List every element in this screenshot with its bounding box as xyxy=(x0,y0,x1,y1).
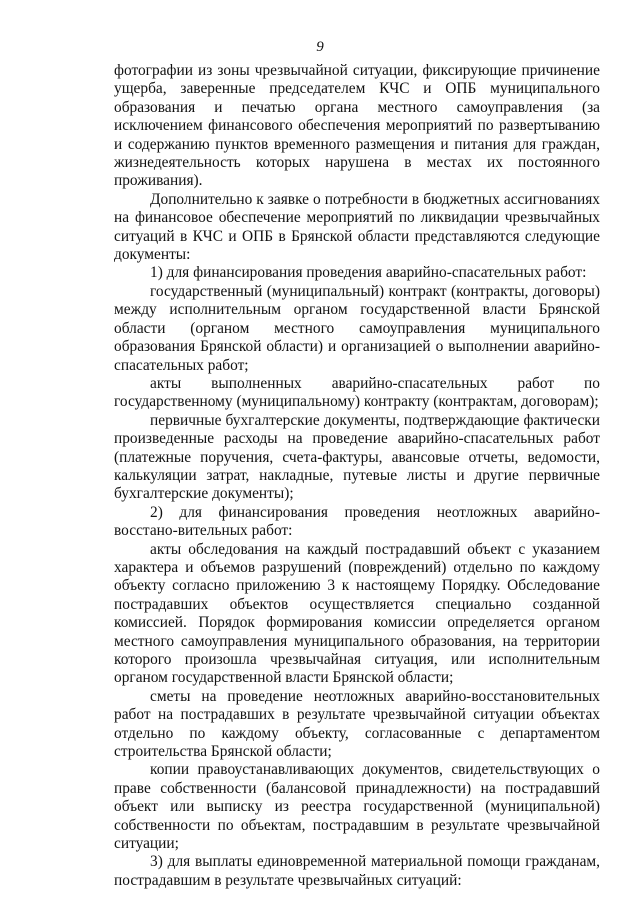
list-item-material-aid: 3) для выплаты единовременной материальной помощи гражданам, пострадавшим в результате чрезвычайных ситуаций: xyxy=(114,853,600,889)
paragraph-contract: государственный (муниципальный) контракт (контракты, договоры) между исполнительным органом государственной власти Брянской области (органом местного самоуправления муниципального образования Брянской области) и организацией о выполнении аварийно-спасательных работ; xyxy=(114,282,600,374)
paragraph-additional-documents: Дополнительно к заявке о потребности в бюджетных ассигнованиях на финансовое обеспечение мероприятий по ликвидации чрезвычайных ситуаций в КЧС и ОПБ в Брянской области представляются следующие документы: xyxy=(114,190,600,264)
document-body xyxy=(114,62,600,890)
page-number: 9 xyxy=(316,39,324,55)
paragraph-ownership-copies: копии правоустанавливающих документов, свидетельствующих о праве собственности (балансовой принадлежности) на пострадавший объект или выписку из реестра государственной (муниципальной) собственности по объектам, пострадавшим в результате чрезвычайной ситуации; xyxy=(114,761,600,853)
paragraph-estimates: сметы на проведение неотложных аварийно-восстановительных работ на пострадавших в результате чрезвычайной ситуации объектах отдельно по каждому объекту, согласованные с департаментом строительства Брянской области; xyxy=(114,687,600,761)
paragraph-accounting-documents: первичные бухгалтерские документы, подтверждающие фактически произведенные расходы на проведение аварийно-спасательных работ (платежные поручения, счета-фактуры, авансовые отчеты, ведомости, калькуляции затрат, накладные, путевые листы и другие первичные бухгалтерские документы); xyxy=(114,411,600,503)
paragraph-photos: фотографии из зоны чрезвычайной ситуации, фиксирующие причинение ущерба, заверенные председателем КЧС и ОПБ муниципального образования и печатью органа местного самоуправления (за исключением финансового обеспечения мероприятий по развертыванию и содержанию пунктов временного размещения и питания для граждан, жизнедеятельность которых нарушена в местах их постоянного проживания). xyxy=(114,62,600,190)
paragraph-inspection-acts: акты обследования на каждый пострадавший объект с указанием характера и объемов разрушений (повреждений) отдельно по каждому объекту согласно приложению 3 к настоящему Порядку. Обследование пострадавших объектов осуществляется специально созданной комиссией. Порядок формирования комиссии определяется органом местного самоуправления муниципального образования, на территории которого произошла чрезвычайная ситуация, или исполнительным органом государственной власти Брянской области; xyxy=(114,540,600,687)
paragraph-acts-completed: акты выполненных аварийно-спасательных работ по государственному (муниципальному) контракту (контрактам, договорам); xyxy=(114,374,600,411)
list-item-restoration-works: 2) для финансирования проведения неотложных аварийно-восстано-вительных работ: xyxy=(114,503,600,540)
list-item-rescue-works: 1) для финансирования проведения аварийно-спасательных работ: xyxy=(150,264,587,282)
